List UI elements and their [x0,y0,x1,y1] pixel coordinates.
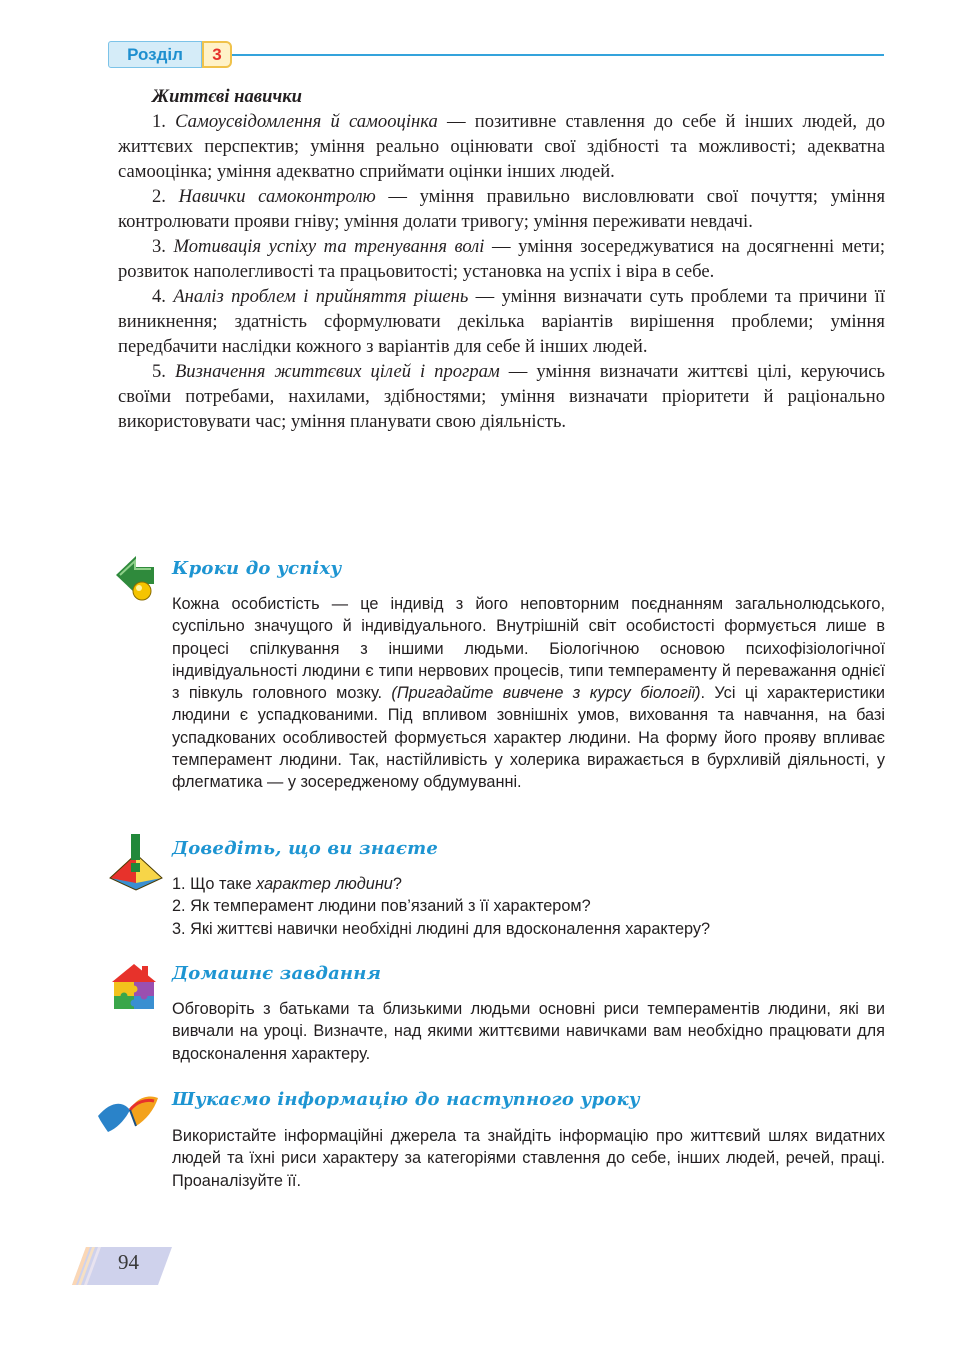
skill-item: 2. Навички самоконтролю — уміння правильно висловлювати свої почуття; уміння контролювати прояви гніву; уміння долати тривогу; уміння переживати невдачі. [118,186,886,232]
question-item: 1. Що таке характер людини? [172,875,402,893]
skill-item: 4. Аналіз проблем і прийняття рішень — уміння визначати суть проблеми та причини її виникнення; здатність сформулювати декілька варіантів вирішення проблеми; уміння передбачити наслідки кожного з варіантів для себе й інших людей. [118,286,885,357]
section-label: Розділ [108,41,202,68]
homework-text: Обговоріть з батьками та близькими людьми основні риси темпераментів людини, які ви вивчали на уроці. Визначте, над якими життєвими навичками вам необхідно працювати для вдосконалення характеру. [172,1000,885,1063]
skill-item: 5. Визначення життєвих цілей і програм — уміння визначати життєві цілі, керуючись своїми потребами, нахилами, здібностями; уміння визначати пріоритети й раціонально використовувати час; уміння планувати свою діяльність. [118,361,886,432]
life-skills-heading: Життєві навички [152,86,302,107]
flying-book-icon [96,1088,162,1136]
question-item: 3. Які життєві навички необхідні людині для вдосконалення характеру? [172,919,711,938]
skill-term: Визначення життєвих цілей і програм [174,361,500,382]
skill-term: Самоусвідомлення й самооцінка [175,111,438,132]
prove-title: Доведіть, що ви знаєте [172,838,439,859]
page-number: 94 [118,1250,139,1274]
section-number: 3 [202,41,232,68]
skill-item: 1. Самоусвідомлення й самооцінка — позитивне ставлення до себе й інших людей, до життєвих перспектив; уміння реально оцінювати свої здібності та можливості; адекватна самооцінка; уміння адекватно сприймати оцінки інших людей. [118,111,886,182]
skill-term: Мотивація успіху та тренування волі [173,236,485,257]
exclamation-pyramid-icon [106,832,166,894]
skill-term: Аналіз проблем і прийняття рішень [173,286,469,307]
homework-title: Домашнє завдання [172,963,382,984]
steps-text: Кожна особистість — це індивід з його неповторним поєднанням загальнолюдського, суспільно значущого й індивідуального. Внутрішній світ особистості формується лише в процесі спілкування з іншими людьми. Біологічною основою психофізіологічної індивідуальності людини є типи нервових процесів, типи темпераменту й переважання однієї з півкуль головного мозку. (Пригадайте вивчене з курсу біології). Усі ці характеристики людини є успадкованими. Під впливом зовнішніх умов, виховання та навчання, на базі успадкованих особливостей формується характер людини. На форму його прояву впливає темперамент людини. Так, настійливість у холерика виражається в бурхливій діяльності, у флегматика — у зосередженому обдумуванні. [172,595,885,792]
header-rule [232,54,884,56]
prove-questions [172,873,885,940]
steps-title: Кроки до успіху [172,558,342,579]
search-title: Шукаємо інформацію до наступного уроку [172,1089,640,1110]
skill-item: 3. Мотивація успіху та тренування волі — уміння зосереджуватися на досягненні мети; розвиток наполегливості та працьовитості; установка на успіх і віра в себе. [118,236,885,282]
puzzle-house-icon [110,962,158,1010]
back-arrow-ball-icon [114,553,160,603]
skill-term: Навички самоконтролю [178,186,376,207]
question-item: 2. Як темперамент людини пов’язаний з її характером? [172,897,591,916]
search-text: Використайте інформаційні джерела та знайдіть інформацію про життєвий шлях видатних людей та їхні риси характеру за категоріями ставлення до себе, інших людей, речей, праці. Проаналізуйте її. [172,1127,885,1190]
life-skills-block [118,84,885,434]
